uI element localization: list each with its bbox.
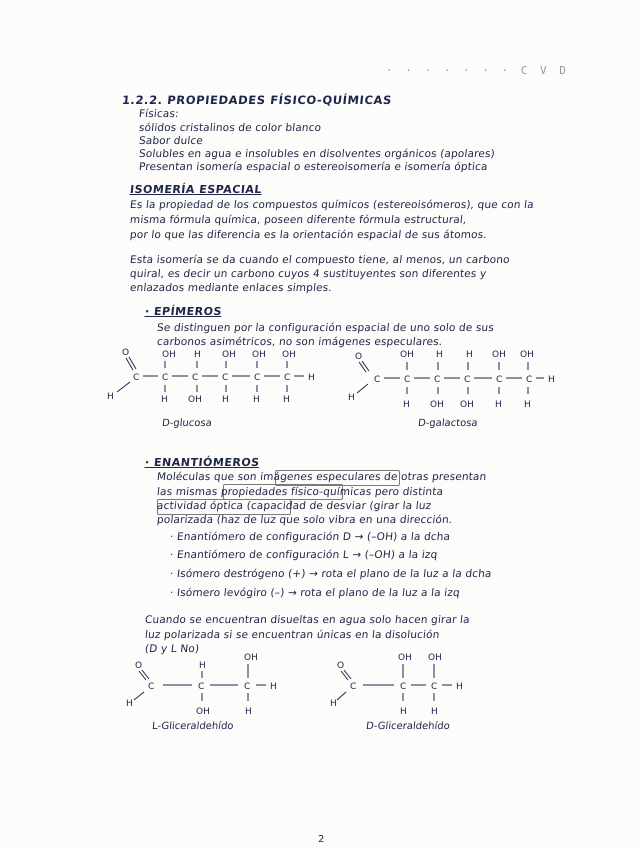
carbon-atom: C — [434, 375, 441, 385]
enantiomeros-bullet: · Isómero levógiro (–) → rota el plano de la luz a la izq — [169, 587, 461, 599]
fisicas-item: sólidos cristalinos de color blanco — [138, 122, 322, 134]
substituent-bottom: H — [283, 395, 290, 405]
fisicas-item: Solubles en agua e insolubles en disolventes orgánicos (apolares) — [138, 148, 496, 160]
enantiomeros-note: luz polarizada si se encuentran únicas en la disolución — [144, 629, 441, 641]
carbon-atom: C — [284, 373, 291, 383]
carbon-atom: C — [431, 682, 438, 692]
carbon-atom: C — [162, 373, 169, 383]
substituent-bottom: H — [161, 395, 168, 405]
isomeria-line: quiral, es decir un carbono cuyos 4 sustituyentes son diferentes y — [129, 268, 487, 280]
carbon-atom: C — [374, 375, 381, 385]
substituent-top: OH — [492, 350, 506, 360]
carbon-atom: C — [496, 375, 503, 385]
section-title: 1.2.2. PROPIEDADES FÍSICO-QUÍMICAS — [121, 93, 393, 107]
isomeria-title: ISOMERÍA ESPACIAL — [129, 183, 263, 196]
isomeria-line: enlazados mediante enlaces simples. — [129, 282, 333, 294]
l-gliceraldehido-structure — [126, 653, 277, 717]
epimeros-line: carbonos asimétricos, no son imágenes especulares. — [156, 336, 443, 348]
carbon-atom: C — [526, 375, 533, 385]
substituent-top: OH — [428, 653, 442, 663]
galactosa-label: D-galactosa — [417, 418, 479, 429]
enantiomeros-bullet: · Isómero destrógeno (+) → rota el plano de la luz a la dcha — [169, 568, 493, 580]
oxygen-atom: O — [337, 661, 345, 671]
enantiomeros-bullet: · Enantiómero de configuración D → (–OH) a la dcha — [169, 531, 451, 543]
hydrogen-atom: H — [348, 393, 355, 403]
substituent-bottom: OH — [460, 400, 474, 410]
carbon-atom: C — [404, 375, 411, 385]
epimeros-line: Se distinguen por la configuración espacial de uno solo de sus — [156, 322, 495, 334]
substituent-top: H — [466, 350, 473, 360]
substituent-bottom: H — [431, 707, 438, 717]
hydrogen-atom: H — [548, 375, 555, 385]
glucosa-label: D-glucosa — [161, 418, 213, 429]
fisicas-label: Físicas: — [138, 108, 180, 120]
oxygen-atom: O — [355, 352, 363, 362]
substituent-top: OH — [400, 350, 414, 360]
enantiomeros-line: polarizada (haz de luz que solo vibra en una dirección. — [156, 514, 453, 526]
substituent-top: OH — [520, 350, 534, 360]
substituent-top: H — [199, 661, 206, 671]
fisicas-item: Presentan isomería espacial o estereoisomería e isomería óptica — [138, 161, 489, 173]
substituent-bottom: H — [245, 707, 252, 717]
enantiomeros-line: actividad óptica (capacidad de desviar (girar la luz — [156, 500, 432, 512]
substituent-top: H — [194, 350, 201, 360]
substituent-top: OH — [162, 350, 176, 360]
hydrogen-atom: H — [330, 699, 337, 709]
l-gliceraldehido-label: L-Gliceraldehído — [151, 721, 235, 732]
substituent-bottom: H — [400, 707, 407, 717]
substituent-bottom: H — [222, 395, 229, 405]
glucosa-structure — [107, 348, 315, 405]
hydrogen-atom: H — [270, 682, 277, 692]
substituent-bottom: H — [495, 400, 502, 410]
substituent-bottom: H — [524, 400, 531, 410]
substituent-top: OH — [252, 350, 266, 360]
substituent-top: OH — [222, 350, 236, 360]
epimeros-title: · EPÍMEROS — [144, 305, 223, 318]
header-stamp: · · · · · · · C V D — [386, 64, 569, 77]
oxygen-atom: O — [122, 348, 130, 358]
isomeria-line: misma fórmula química, poseen diferente fórmula estructural, — [129, 214, 468, 226]
enantiomeros-note: Cuando se encuentran disueltas en agua solo hacen girar la — [144, 614, 471, 626]
carbon-atom: C — [198, 682, 205, 692]
carbon-atom: C — [254, 373, 261, 383]
substituent-bottom: H — [403, 400, 410, 410]
hydrogen-atom: H — [107, 392, 114, 402]
galactosa-structure — [348, 350, 555, 410]
substituent-top: H — [436, 350, 443, 360]
carbon-atom: C — [222, 373, 229, 383]
isomeria-line: por lo que las diferencia es la orientación espacial de sus átomos. — [129, 229, 488, 241]
enantiomeros-line: las mismas propiedades físico-químicas pero distinta — [156, 486, 444, 498]
substituent-bottom: H — [253, 395, 260, 405]
hydrogen-atom: H — [456, 682, 463, 692]
enantiomeros-note: (D y L No) — [144, 643, 200, 655]
enantiomeros-line: Moléculas que son imágenes especulares de otras presentan — [156, 471, 488, 483]
carbon-atom: C — [400, 682, 407, 692]
substituent-bottom: OH — [188, 395, 202, 405]
substituent-bottom: OH — [196, 707, 210, 717]
substituent-top: OH — [398, 653, 412, 663]
d-gliceraldehido-label: D-Gliceraldehído — [365, 721, 451, 732]
isomeria-line: Esta isomería se da cuando el compuesto tiene, al menos, un carbono — [129, 254, 511, 266]
hydrogen-atom: H — [308, 373, 315, 383]
fisicas-item: Sabor dulce — [138, 135, 204, 147]
carbon-atom: C — [148, 682, 155, 692]
substituent-top: OH — [282, 350, 296, 360]
enantiomeros-bullet: · Enantiómero de configuración L → (–OH) a la izq — [169, 549, 438, 561]
carbon-atom: C — [464, 375, 471, 385]
page-number: 2 — [318, 834, 325, 845]
oxygen-atom: O — [135, 661, 143, 671]
carbon-atom: C — [133, 373, 140, 383]
carbon-atom: C — [350, 682, 357, 692]
substituent-bottom: OH — [430, 400, 444, 410]
substituent-top: OH — [244, 653, 258, 663]
isomeria-line: Es la propiedad de los compuestos químicos (estereoisómeros), que con la — [129, 199, 535, 211]
carbon-atom: C — [244, 682, 251, 692]
enantiomeros-title: · ENANTIÓMEROS — [144, 456, 261, 469]
d-gliceraldehido-structure — [330, 653, 463, 717]
carbon-atom: C — [192, 373, 199, 383]
hydrogen-atom: H — [126, 699, 133, 709]
